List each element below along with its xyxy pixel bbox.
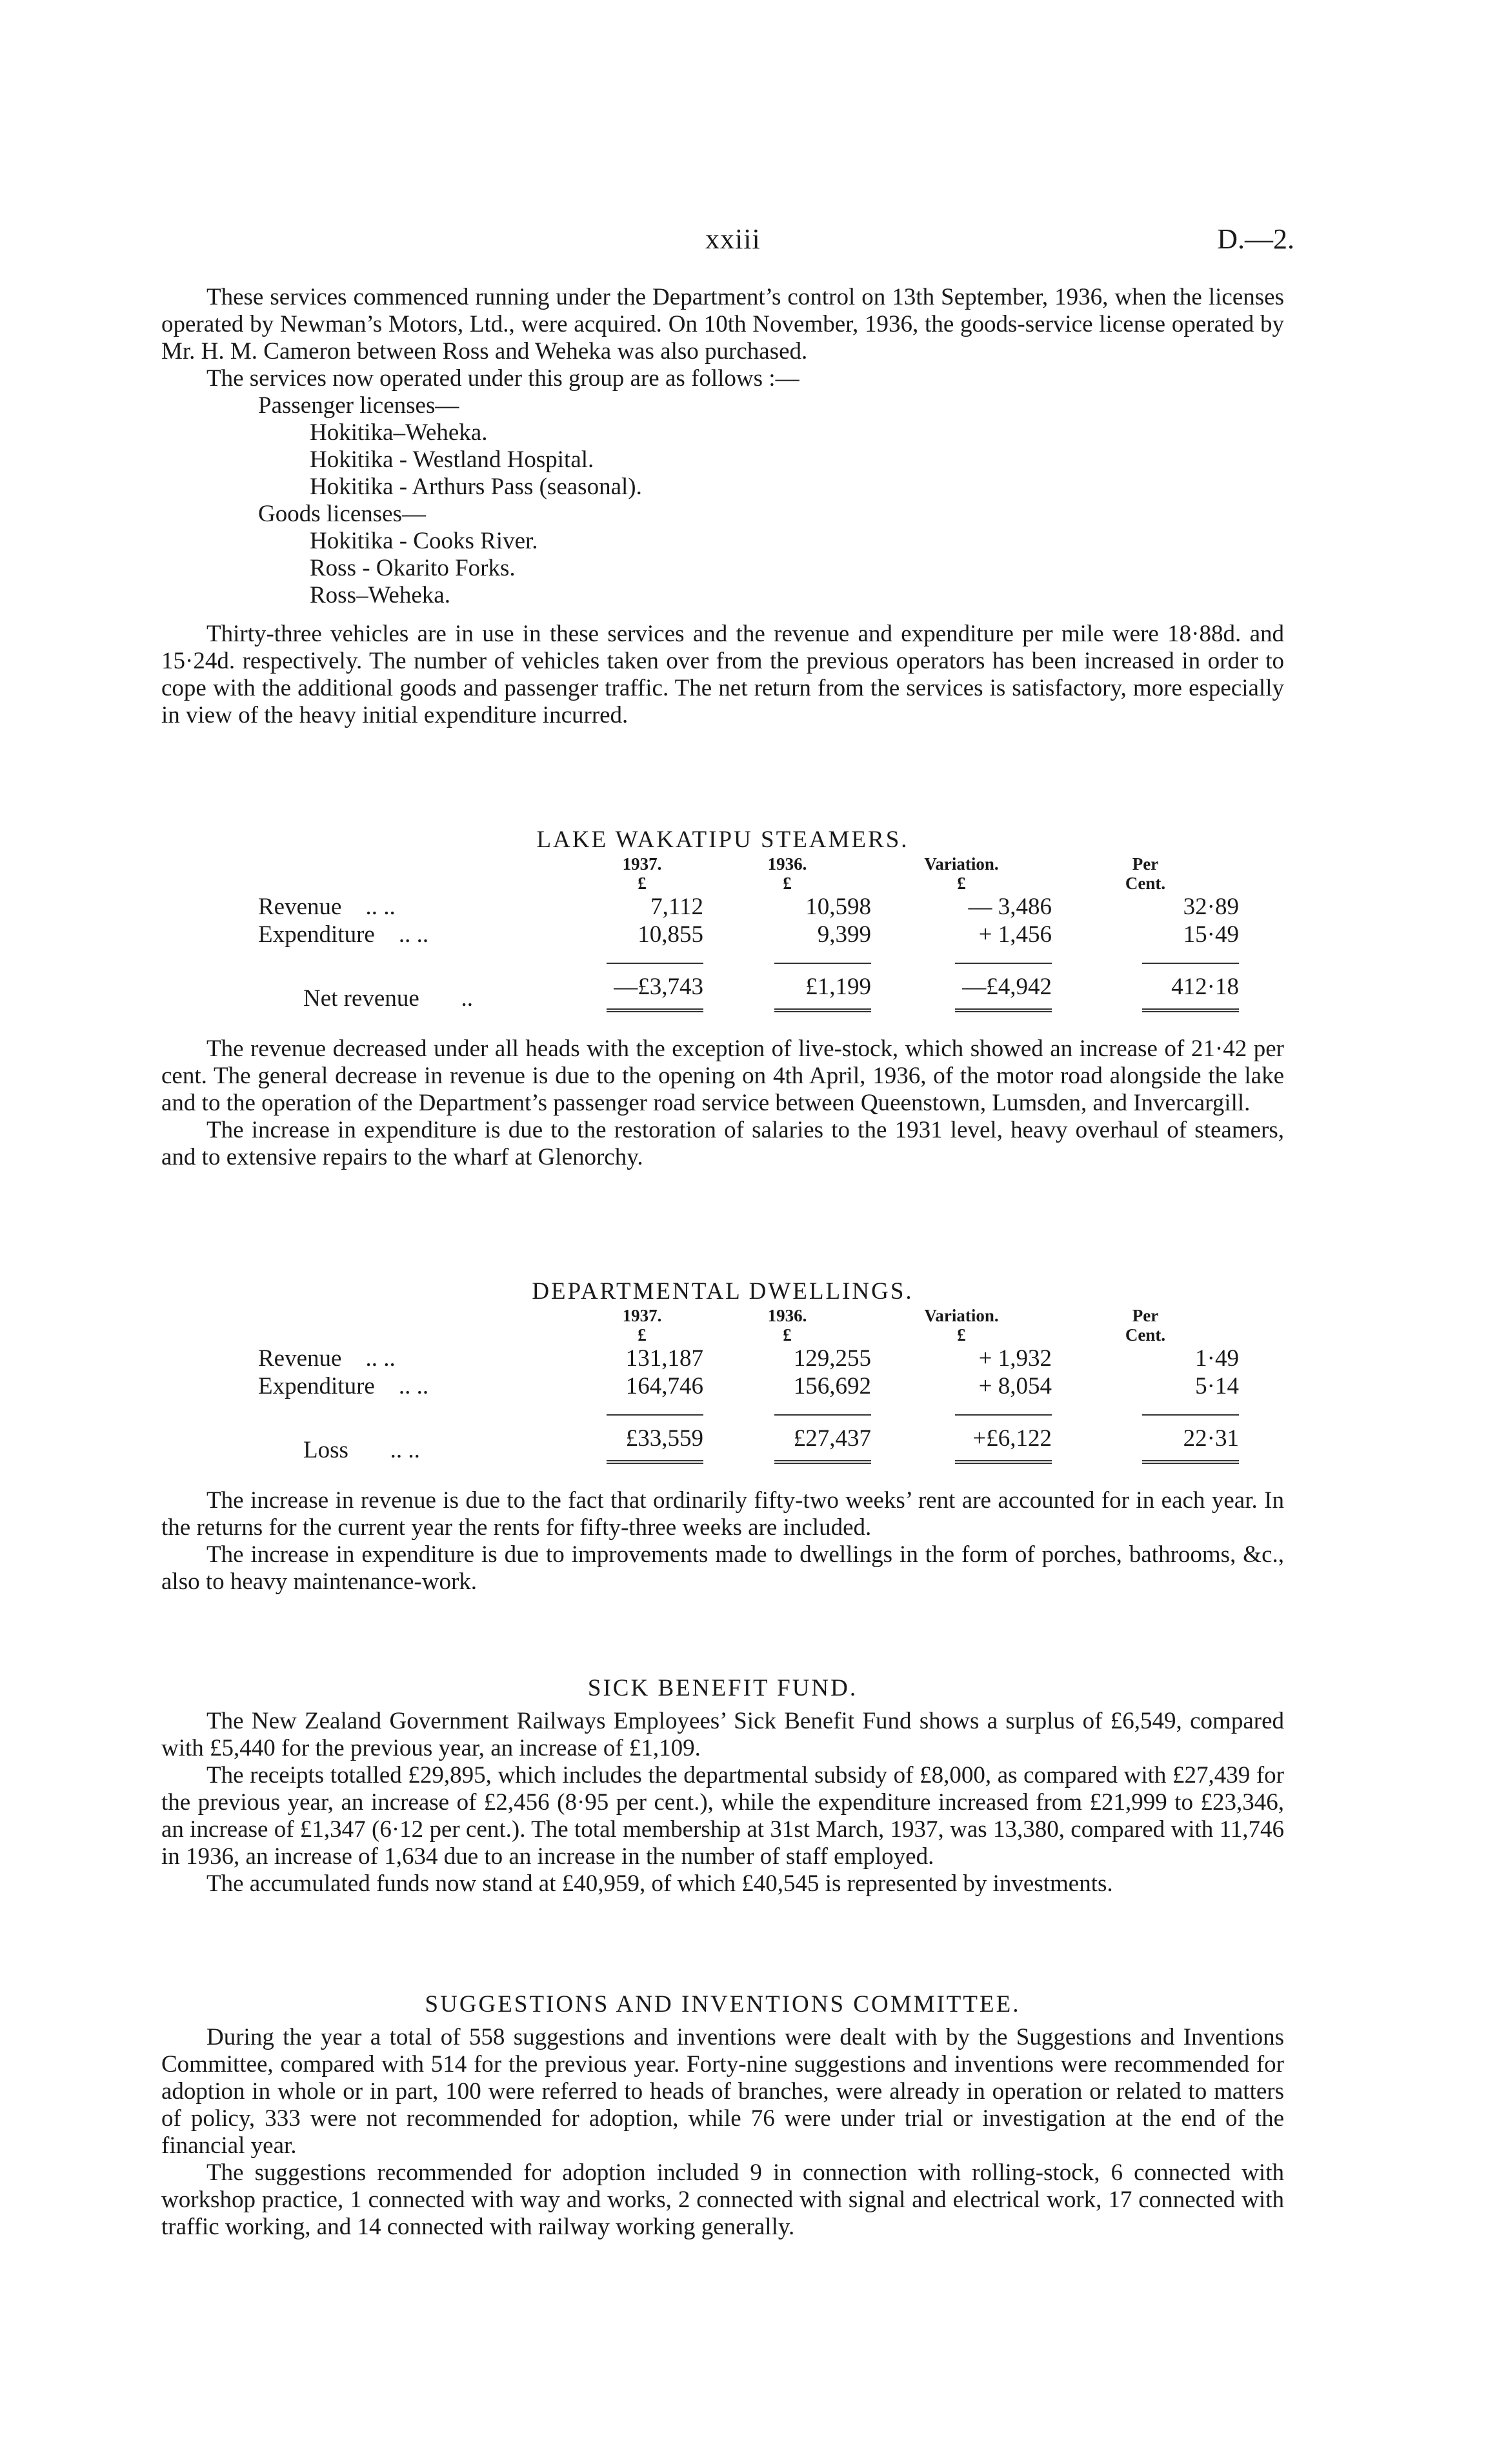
cell-1937: 10,855 — [638, 921, 703, 948]
cell-1936: 156,692 — [793, 1373, 871, 1399]
sick-paragraph-3: The accumulated funds now stand at £40,959, of which £40,545 is represented by investments. — [206, 1870, 1113, 1897]
dwellings-section — [161, 1277, 1284, 1596]
cell-1936: 10,598 — [805, 894, 871, 920]
intro-paragraph-1: These services commenced running under the Department’s control on 13th September, 1936, when the licenses operated by Newman’s Motors, Ltd., were acquired. On 10th November, 1936, the goods-service license operated by Mr. H. M. Cameron between Ross and Weheka was also purchased. — [161, 284, 1284, 365]
cell-1937: 164,746 — [625, 1373, 703, 1399]
cell-1936: 9,399 — [817, 921, 871, 948]
dwellings-table — [161, 1306, 1239, 1464]
leader-dots: .. — [461, 985, 474, 1012]
cell-1937: 131,187 — [625, 1345, 703, 1372]
cell-1937: 7,112 — [650, 894, 703, 920]
table-total-row — [161, 948, 1239, 1012]
col-subheader: £ — [638, 874, 647, 893]
leader-dots: .. .. — [398, 921, 429, 948]
col-header-1936: 1936. — [767, 1306, 807, 1325]
dwellings-paragraph-1: The increase in revenue is due to the fact that ordinarily fifty-two weeks’ rent are accounted for in each year. In the returns for the current year the rents for fifty-three weeks are included. — [161, 1487, 1284, 1541]
goods-licenses-heading: Goods licenses— — [258, 501, 426, 527]
col-subheader: £ — [957, 1325, 966, 1345]
leader-dots: .. .. — [398, 1373, 429, 1399]
col-subheader: £ — [783, 874, 792, 893]
dwellings-title: DEPARTMENTAL DWELLINGS. — [532, 1278, 914, 1305]
cell-1936: £1,199 — [774, 963, 871, 1012]
col-header-variation: Variation. — [924, 854, 999, 874]
page-number: xxiii — [705, 223, 761, 255]
passenger-licenses-heading: Passenger licenses— — [258, 392, 459, 419]
cell-percent: 1·49 — [1195, 1345, 1239, 1372]
suggestions-paragraph-1: During the year a total of 558 suggestions and inventions were dealt with by the Suggestions and Inventions Committee, compared with 514 for the previous year. Forty-nine suggestions and inventions were recommended for adoption in whole or in part, 100 were referred to heads of branches, were already in operation or related to matters of policy, 333 were not recommended for adoption, while 76 were under trial or investigation at the end of the financial year. — [161, 2024, 1284, 2159]
cell-variation: + 1,456 — [978, 921, 1052, 948]
cell-variation: — 3,486 — [968, 894, 1052, 920]
suggestions-section — [161, 1990, 1284, 2241]
row-label: Revenue — [258, 894, 342, 920]
cell-1937: —£3,743 — [607, 963, 703, 1012]
col-header-per: Per — [1132, 854, 1159, 874]
cell-1936: £27,437 — [774, 1414, 871, 1464]
sick-benefit-section — [161, 1674, 1284, 1898]
lake-paragraph-1: The revenue decreased under all heads with the exception of live-stock, which showed an increase of 21·42 per cent. The general decrease in revenue is due to the opening on 4th April, 1936, of the motor road alongside the lake and to the operation of the Department’s passenger road service between Queenstown, Lumsden, and Invercargill. — [161, 1036, 1284, 1116]
leader-dots: .. .. — [390, 1437, 420, 1463]
table-row — [161, 921, 1239, 948]
leader-dots: .. .. — [365, 894, 396, 920]
col-header-1937: 1937. — [622, 1306, 662, 1325]
lake-wakatipu-table — [161, 854, 1239, 1012]
document-code: D.—2. — [1217, 223, 1294, 255]
cell-percent: 15·49 — [1183, 921, 1239, 948]
intro-paragraph-2: The services now operated under this group are as follows :— — [206, 365, 799, 392]
license-item: Hokitika - Westland Hospital. — [310, 446, 594, 473]
col-header-per: Per — [1132, 1306, 1159, 1325]
table-row — [161, 1372, 1239, 1400]
license-item: Ross–Weheka. — [310, 582, 450, 608]
row-label: Expenditure — [258, 1373, 375, 1399]
row-label: Expenditure — [258, 921, 375, 948]
row-label: Net revenue — [303, 985, 419, 1012]
license-item: Hokitika–Weheka. — [310, 419, 488, 446]
intro-paragraph-3: Thirty-three vehicles are in use in these services and the revenue and expenditure per mile were 18·88d. and 15·24d. respectively. The number of vehicles taken over from the previous operators has been increased in order to cope with the additional goods and passenger traffic. The net return from the services is satisfactory, more especially in view of the heavy initial expenditure incurred. — [161, 621, 1284, 728]
table-total-row — [161, 1400, 1239, 1464]
table-row — [161, 893, 1239, 921]
cell-variation: +£6,122 — [955, 1414, 1052, 1464]
suggestions-title: SUGGESTIONS AND INVENTIONS COMMITTEE. — [425, 1991, 1021, 2018]
cell-variation: + 1,932 — [978, 1345, 1052, 1372]
suggestions-paragraph-2: The suggestions recommended for adoption included 9 in connection with rolling-stock, 6 connected with workshop practice, 1 connected with way and works, 2 connected with signal and electrical work, 17 connected with traffic working, and 14 connected with railway working generally. — [161, 2159, 1284, 2240]
lake-wakatipu-title: LAKE WAKATIPU STEAMERS. — [536, 826, 909, 853]
col-subheader: £ — [957, 874, 966, 893]
cell-1937: £33,559 — [607, 1414, 703, 1464]
license-item: Hokitika - Arthurs Pass (seasonal). — [310, 474, 642, 500]
sick-benefit-title: SICK BENEFIT FUND. — [587, 1675, 858, 1701]
col-subheader: Cent. — [1125, 874, 1166, 893]
sick-paragraph-1: The New Zealand Government Railways Employees’ Sick Benefit Fund shows a surplus of £6,549, compared with £5,440 for the previous year, an increase of £1,109. — [161, 1708, 1284, 1761]
leader-dots: .. .. — [365, 1345, 396, 1372]
lake-paragraph-2: The increase in expenditure is due to the restoration of salaries to the 1931 level, heavy overhaul of steamers, and to extensive repairs to the wharf at Glenorchy. — [161, 1117, 1284, 1170]
cell-1936: 129,255 — [793, 1345, 871, 1372]
col-header-variation: Variation. — [924, 1306, 999, 1325]
sick-paragraph-2: The receipts totalled £29,895, which includes the departmental subsidy of £8,000, as compared with £27,439 for the previous year, an increase of £2,456 (8·95 per cent.), while the expenditure increased from £21,999 to £23,346, an increase of £1,347 (6·12 per cent.). The total membership at 31st March, 1937, was 13,380, compared with 11,746 in 1936, an increase of 1,634 due to an increase in the number of staff employed. — [161, 1762, 1284, 1870]
row-label: Loss — [303, 1437, 348, 1463]
col-subheader: £ — [783, 1325, 792, 1345]
col-subheader: Cent. — [1125, 1325, 1166, 1345]
cell-percent: 412·18 — [1142, 963, 1239, 1012]
cell-percent: 32·89 — [1183, 894, 1239, 920]
table-row — [161, 1345, 1239, 1372]
row-label: Revenue — [258, 1345, 342, 1372]
col-header-1937: 1937. — [622, 854, 662, 874]
dwellings-paragraph-2: The increase in expenditure is due to improvements made to dwellings in the form of porches, bathrooms, &c., also to heavy maintenance-work. — [161, 1541, 1284, 1595]
page-header — [0, 223, 1488, 261]
road-services-section — [161, 284, 1284, 729]
licenses-list — [258, 392, 1284, 609]
license-item: Ross - Okarito Forks. — [310, 555, 516, 581]
cell-percent: 22·31 — [1142, 1414, 1239, 1464]
license-item: Hokitika - Cooks River. — [310, 528, 538, 554]
col-subheader: £ — [638, 1325, 647, 1345]
cell-variation: + 8,054 — [978, 1373, 1052, 1399]
lake-wakatipu-section — [161, 826, 1284, 1171]
col-header-1936: 1936. — [767, 854, 807, 874]
cell-variation: —£4,942 — [955, 963, 1052, 1012]
cell-percent: 5·14 — [1195, 1373, 1239, 1399]
